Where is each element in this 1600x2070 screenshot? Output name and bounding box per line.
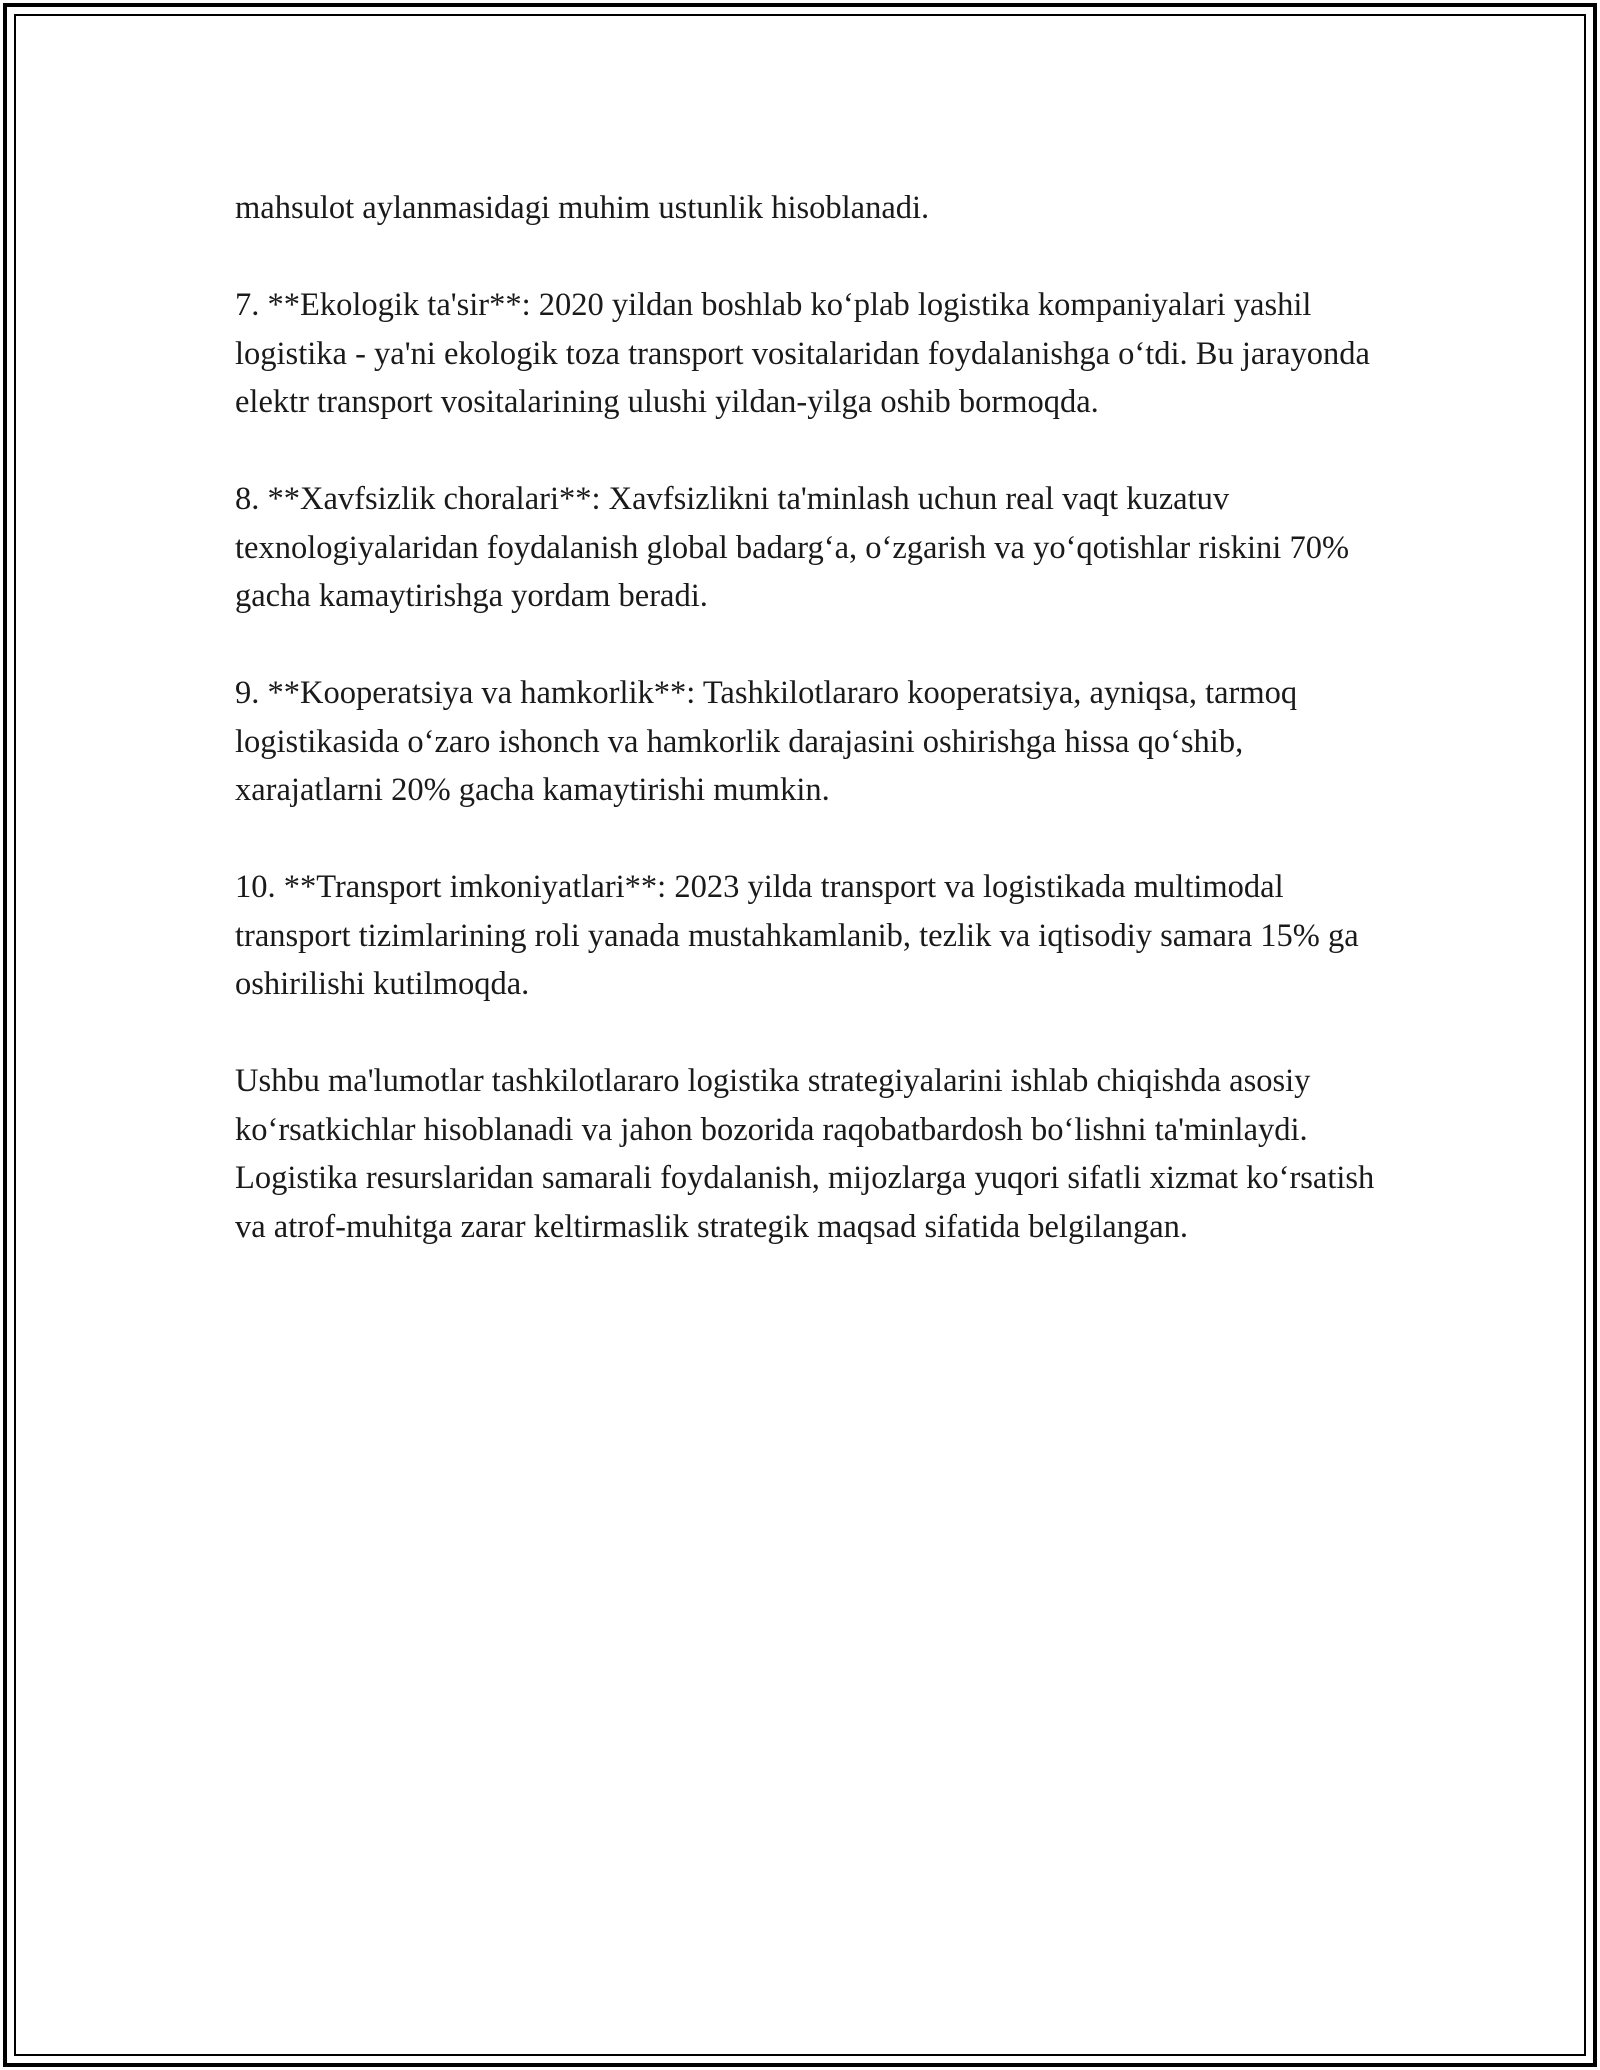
paragraph-conclusion: Ushbu ma'lumotlar tashkilotlararo logistika strategiyalarini ishlab chiqishda asosiy ko‘rsatkichlar hisoblanadi va jahon bozorida raqobatbardosh bo‘lishni ta'minlaydi. Logistika resurslaridan samarali foydalanish, mijozlarga yuqori sifatli xizmat ko‘rsatish va atrof-muhitga zarar keltirmaslik strategik maqsad sifatida belgilangan. xyxy=(235,1063,1375,1245)
paragraph-item-9-cooperation: 9. **Kooperatsiya va hamkorlik**: Tashkilotlararo kooperatsiya, ayniqsa, tarmoq logistikasida o‘zaro ishonch va hamkorlik darajasini oshirishga hissa qo‘shib, xarajatlarni 20% gacha kamaytirishi mumkin. xyxy=(235,675,1298,808)
paragraph-continuation: mahsulot aylanmasidagi muhim ustunlik hisoblanadi. xyxy=(235,190,930,226)
paragraph-item-10-transport-capabilities: 10. **Transport imkoniyatlari**: 2023 yilda transport va logistikada multimodal transport tizimlarining roli yanada mustahkamlanib, tezlik va iqtisodiy samara 15% ga oshirilishi kutilmoqda. xyxy=(235,869,1359,1002)
paragraph-item-8-security-measures: 8. **Xavfsizlik choralari**: Xavfsizlikni ta'minlash uchun real vaqt kuzatuv texnologiyalaridan foydalanish global badarg‘a, o‘zgarish va yo‘qotishlar riskini 70% gacha kamaytirishga yordam beradi. xyxy=(235,481,1350,614)
paragraph-item-7-ecological-impact: 7. **Ekologik ta'sir**: 2020 yildan boshlab ko‘plab logistika kompaniyalari yashil logistika - ya'ni ekologik toza transport vositalaridan foydalanishga o‘tdi. Bu jarayonda elektr transport vositalarining ulushi yildan-yilga oshib bormoqda. xyxy=(235,287,1370,420)
document-body xyxy=(235,184,1375,1300)
